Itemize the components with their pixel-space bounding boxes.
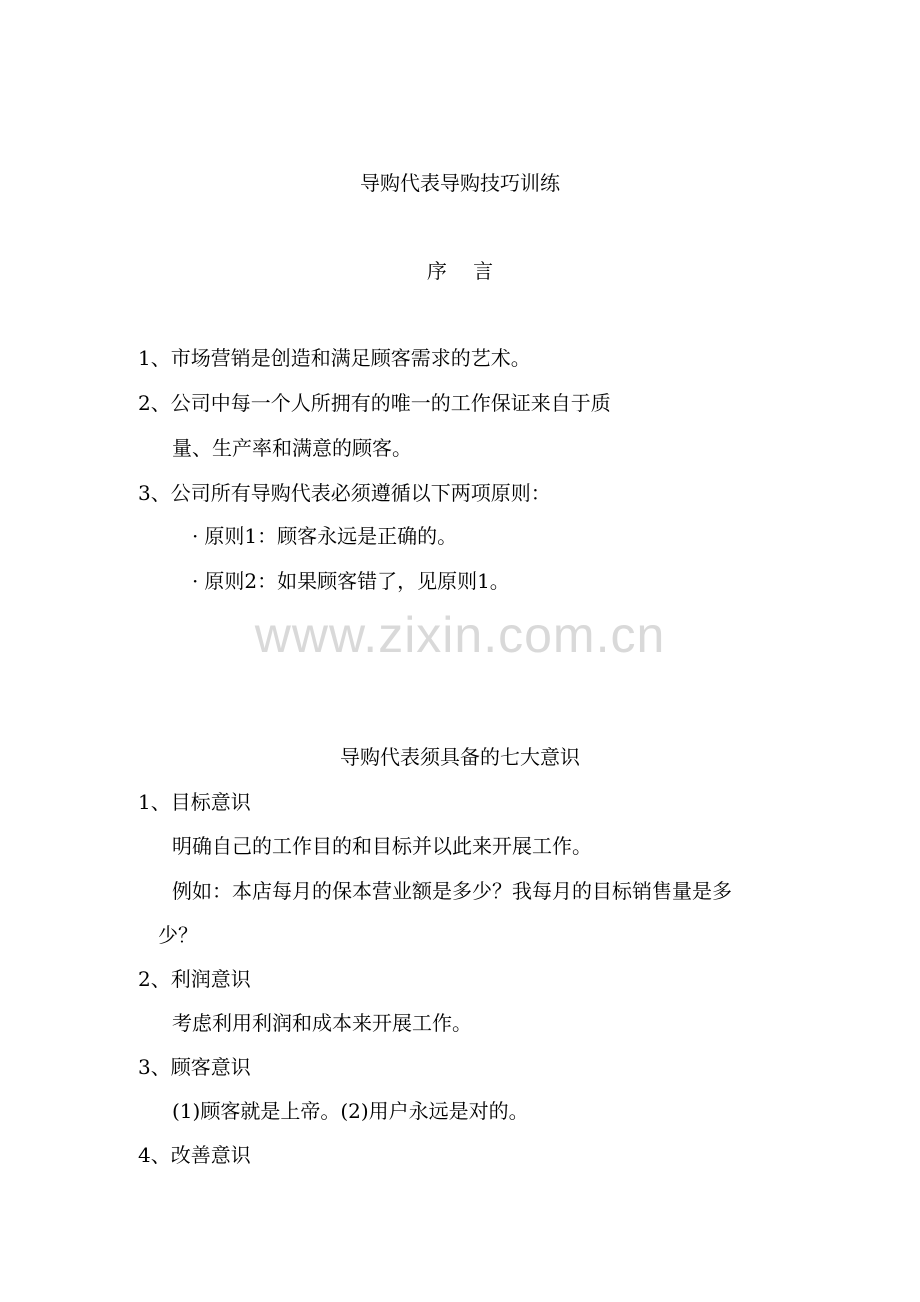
section-heading: 导购代表须具备的七大意识 [340, 745, 580, 769]
preface-item-2-line-2: 量、生产率和满意的顾客。 [172, 436, 412, 460]
section-item-1-paragraph-2-line-2: 少？ [158, 923, 198, 947]
section-item-4-heading: 4、改善意识 [138, 1143, 251, 1167]
principle-2 [192, 568, 510, 594]
principle-1-text: 原则1：顾客永远是正确的。 [204, 524, 458, 548]
section-item-1-paragraph-2-line-1: 例如：本店每月的保本营业额是多少？我每月的目标销售量是多 [172, 879, 732, 903]
section-item-2-heading: 2、利润意识 [138, 967, 251, 991]
section-item-2-paragraph: 考虑利用利润和成本来开展工作。 [172, 1011, 472, 1035]
principle-2-text: 原则2：如果顾客错了，见原则1。 [204, 569, 510, 593]
bullet-icon: · [192, 524, 199, 548]
preface-item-2-line-1: 2、公司中每一个人所拥有的唯一的工作保证来自于质 [138, 391, 611, 415]
principle-1 [192, 523, 457, 549]
section-item-3-paragraph: (1)顾客就是上帝。(2)用户永远是对的。 [172, 1099, 529, 1123]
section-item-1-paragraph-1: 明确自己的工作目的和目标并以此来开展工作。 [172, 834, 592, 858]
section-item-1-heading: 1、目标意识 [138, 790, 251, 814]
watermark: www.zixin.com.cn [254, 607, 666, 663]
document-title: 导购代表导购技巧训练 [360, 171, 560, 195]
section-item-3-heading: 3、顾客意识 [138, 1055, 251, 1079]
bullet-icon: · [192, 569, 199, 593]
preface-heading: 序 言 [426, 259, 494, 283]
preface-item-1: 1、市场营销是创造和满足顾客需求的艺术。 [138, 346, 531, 370]
preface-item-3: 3、公司所有导购代表必须遵循以下两项原则： [138, 481, 551, 505]
